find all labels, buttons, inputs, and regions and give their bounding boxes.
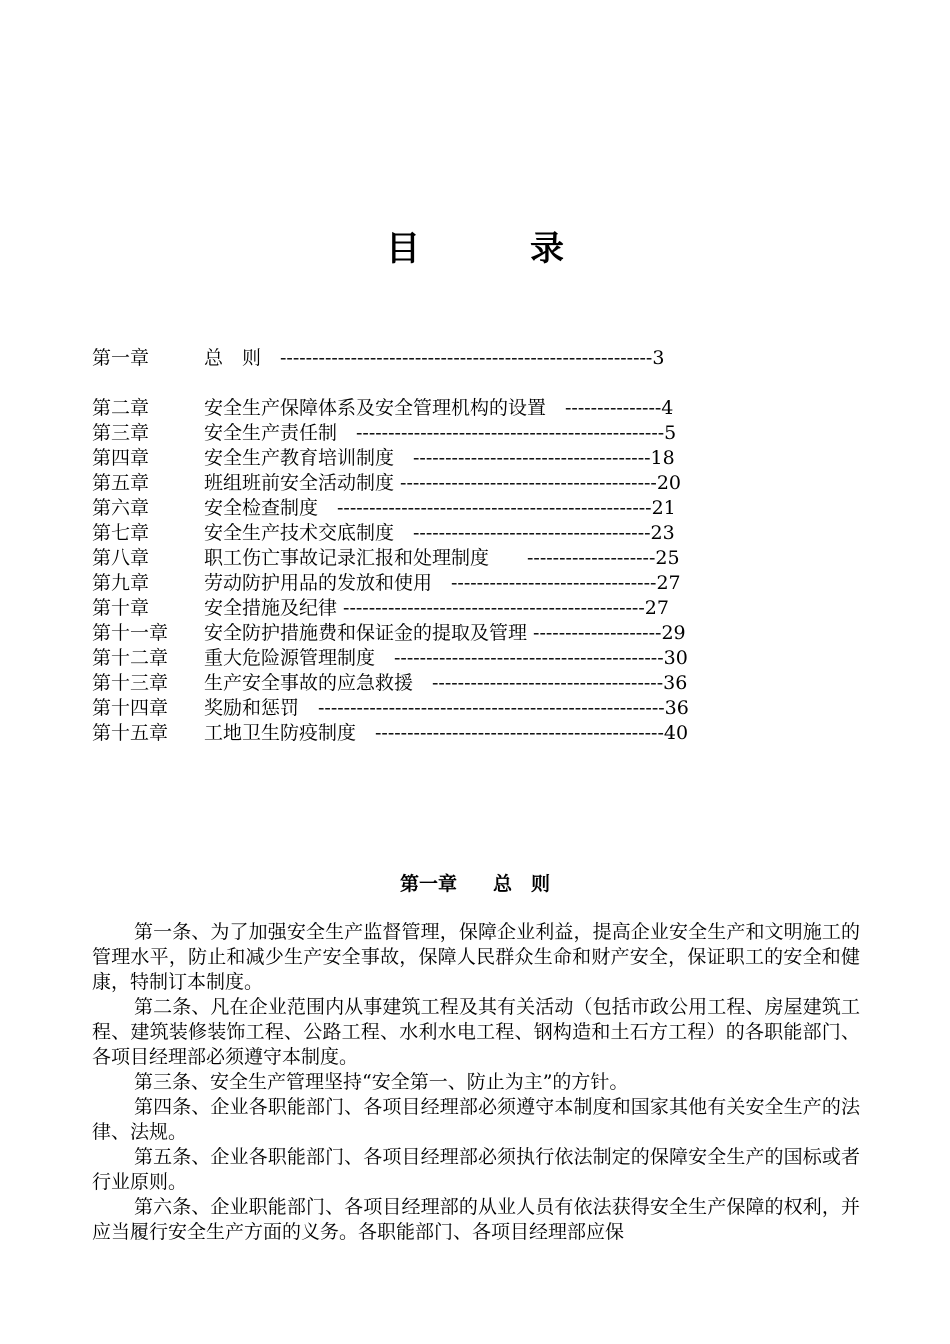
toc-chapter-number: 第七章 [92,522,150,544]
toc-chapter-title: 安全生产保障体系及安全管理机构的设置 ---------------4 [204,397,674,419]
article-paragraph: 第六条、企业职能部门、各项目经理部的从业人员有依法获得安全生产保障的权利，并应当履行安全生产方面的义务。各职能部门、各项目经理部应保 [92,1196,860,1243]
toc-chapter-title: 生产安全事故的应急救援 ------------------------------------36 [204,672,688,694]
toc-chapter-title: 安全生产责任制 ------------------------------------------------5 [204,422,677,444]
toc-chapter-title: 奖励和惩罚 ------------------------------------------------------36 [204,697,689,719]
toc-chapter-number: 第十四章 [92,697,169,719]
toc-chapter-number: 第十二章 [92,647,169,669]
chapter-body [92,920,860,1245]
toc-chapter-title: 安全生产技术交底制度 -------------------------------------23 [204,522,675,544]
article-paragraph: 第一条、为了加强安全生产监督管理，保障企业利益，提高企业安全生产和文明施工的管理水平，防止和减少生产安全事故，保障人民群众生命和财产安全，保证职工的安全和健康，特制订本制度。 [92,921,860,993]
toc-chapter-number: 第二章 [92,397,150,419]
toc-chapter-title: 安全检查制度 -------------------------------------------------21 [204,497,676,519]
toc-chapter-title: 职工伤亡事故记录汇报和处理制度 --------------------25 [204,547,680,569]
toc-chapter-number: 第三章 [92,422,150,444]
article-paragraph: 第四条、企业各职能部门、各项目经理部必须遵守本制度和国家其他有关安全生产的法律、法规。 [92,1096,860,1143]
toc-chapter-title: 劳动防护用品的发放和使用 --------------------------------27 [204,572,681,594]
toc-title: 目 录 [386,229,602,269]
toc-chapter-number: 第六章 [92,497,150,519]
toc-chapter-number: 第五章 [92,472,150,494]
toc-chapter-number: 第十三章 [92,672,169,694]
toc-chapter-title: 安全生产教育培训制度 -------------------------------------18 [204,447,675,469]
toc-chapter-number: 第八章 [92,547,150,569]
toc-chapter-title: 安全措施及纪律 -----------------------------------------------27 [204,597,669,619]
toc-chapter-number: 第四章 [92,447,150,469]
toc-chapter-number: 第一章 [92,347,150,369]
toc-chapter-title: 安全防护措施费和保证金的提取及管理 --------------------29 [204,622,686,644]
toc-chapter-title: 总 则 ----------------------------------------------------------3 [204,347,665,369]
toc-chapter-number: 第十一章 [92,622,169,644]
toc-chapter-title: 工地卫生防疫制度 ---------------------------------------------40 [204,722,689,744]
article-paragraph: 第三条、安全生产管理坚持“安全第一、防止为主”的方针。 [134,1071,629,1093]
toc-chapter-title: 班组班前安全活动制度 ----------------------------------------20 [204,472,682,494]
chapter-heading [0,870,950,898]
chapter-label: 第一章 [399,873,457,895]
chapter-title: 总 则 [493,873,551,895]
toc-chapter-number: 第十五章 [92,722,169,744]
toc-chapter-title: 重大危险源管理制度 ------------------------------------------30 [204,647,688,669]
article-paragraph: 第五条、企业各职能部门、各项目经理部必须执行依法制定的保障安全生产的国标或者行业原则。 [92,1146,860,1193]
toc-chapter-number: 第九章 [92,572,150,594]
article-paragraph: 第二条、凡在企业范围内从事建筑工程及其有关活动（包括市政公用工程、房屋建筑工程、建筑装修装饰工程、公路工程、水利水电工程、钢构造和土石方工程）的各职能部门、各项目经理部必须遵守本制度。 [92,996,860,1068]
toc-chapter-number: 第十章 [92,597,150,619]
